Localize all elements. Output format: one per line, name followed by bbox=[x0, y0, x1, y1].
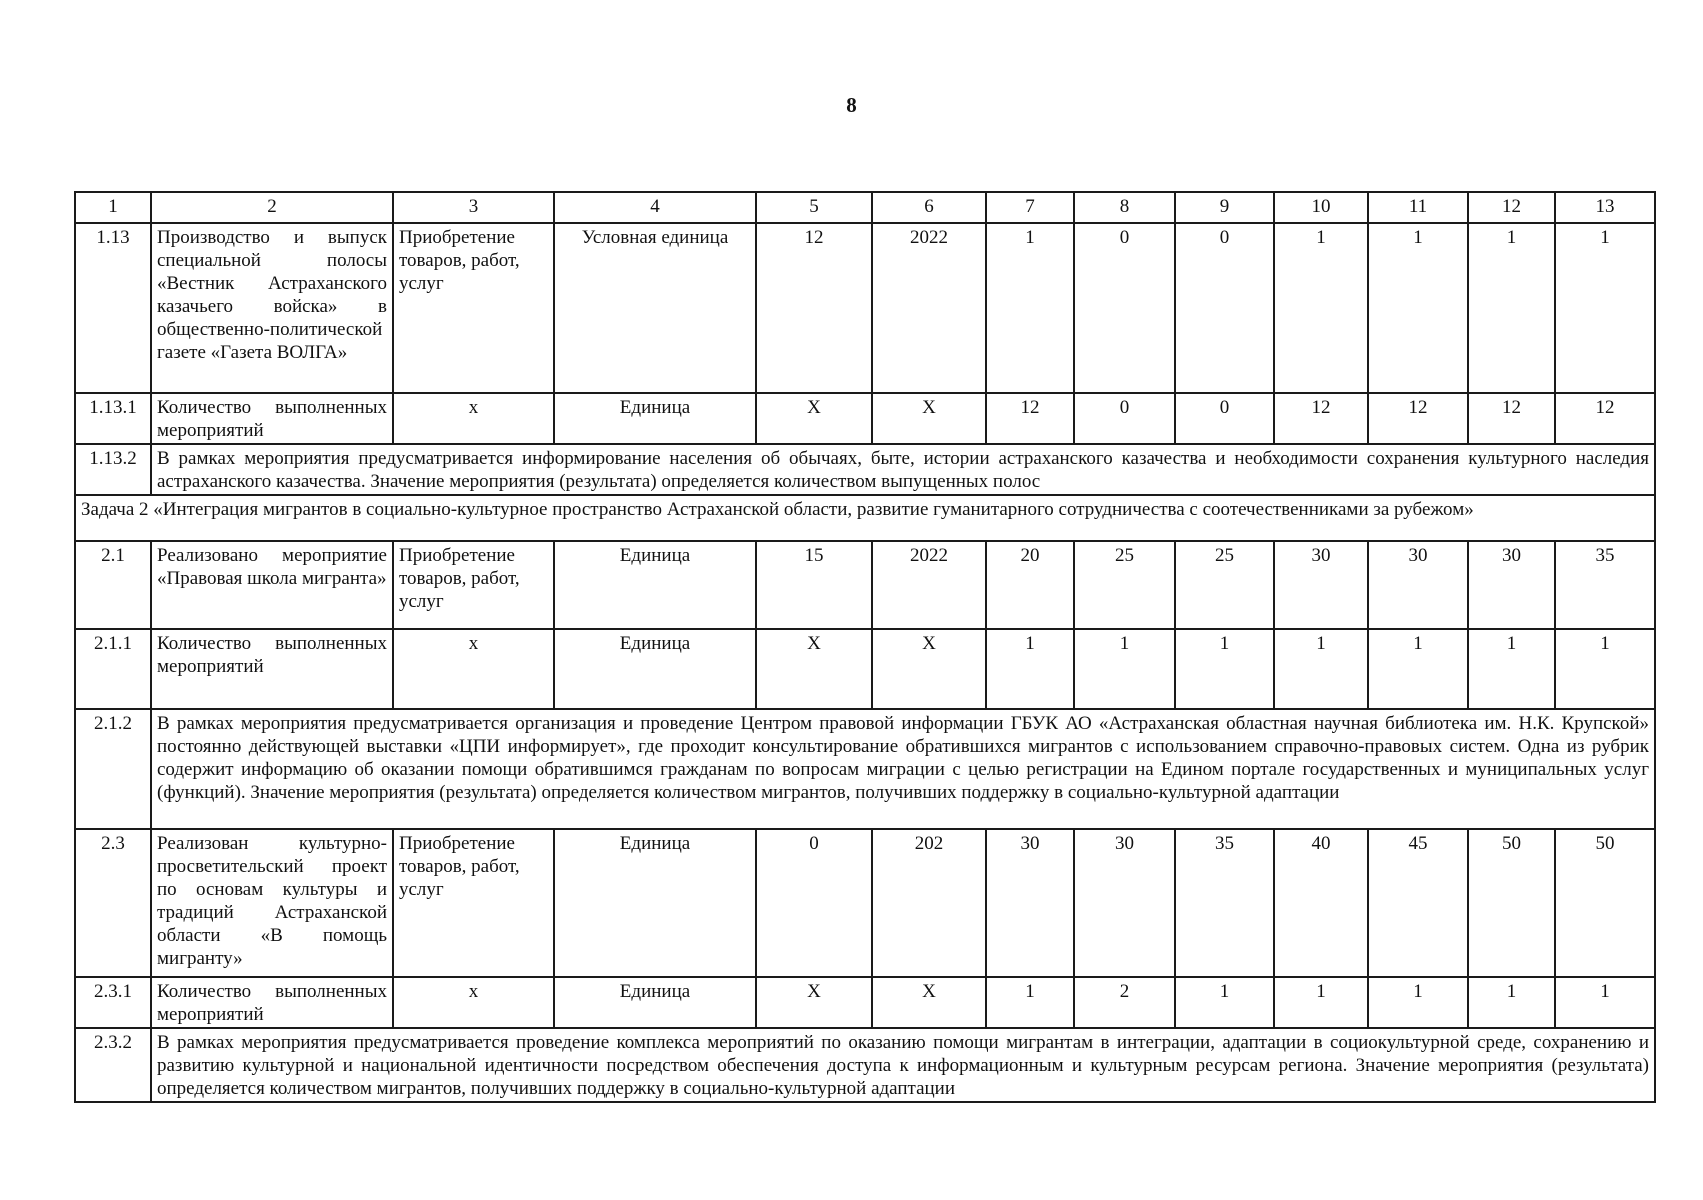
measure-name: Количество выполненных мероприятий bbox=[151, 977, 393, 1028]
measure-name: Производство и выпуск специальной полосы «Вестник Астраханского казачьего войска» в общественно-политической газете «Газета ВОЛГА» bbox=[151, 223, 393, 393]
unit: Единица bbox=[554, 629, 756, 709]
table-row bbox=[75, 223, 1655, 393]
value-cell: 40 bbox=[1274, 829, 1368, 977]
value-cell: 0 bbox=[1175, 393, 1274, 444]
value-cell: 12 bbox=[986, 393, 1074, 444]
header-cell: 2 bbox=[151, 192, 393, 223]
value-cell: 12 bbox=[1468, 393, 1555, 444]
measure-name: Количество выполненных мероприятий bbox=[151, 629, 393, 709]
value-cell: 1 bbox=[1368, 223, 1468, 393]
value-cell: X bbox=[756, 629, 872, 709]
value-cell: 1 bbox=[1555, 629, 1655, 709]
row-number: 2.3.2 bbox=[75, 1028, 151, 1102]
value-cell: 20 bbox=[986, 541, 1074, 629]
value-cell: 30 bbox=[1074, 829, 1175, 977]
value-cell: 50 bbox=[1555, 829, 1655, 977]
measure-type: x bbox=[393, 629, 554, 709]
header-cell: 9 bbox=[1175, 192, 1274, 223]
value-cell: 1 bbox=[986, 223, 1074, 393]
value-cell: 45 bbox=[1368, 829, 1468, 977]
measure-description: В рамках мероприятия предусматривается информирование населения об обычаях, быте, истории астраханского казачества и необходимости сохранения культурного наследия астраханского казачества. Значение мероприятия (результата) определяется количеством выпущенных полос bbox=[151, 444, 1655, 495]
header-cell: 10 bbox=[1274, 192, 1368, 223]
row-number: 2.3 bbox=[75, 829, 151, 977]
header-cell: 3 bbox=[393, 192, 554, 223]
measure-name: Реализовано мероприятие «Правовая школа мигранта» bbox=[151, 541, 393, 629]
row-number: 2.1.1 bbox=[75, 629, 151, 709]
table-row bbox=[75, 541, 1655, 629]
header-cell: 5 bbox=[756, 192, 872, 223]
value-cell: 1 bbox=[986, 629, 1074, 709]
value-cell: 1 bbox=[1074, 629, 1175, 709]
value-cell: 0 bbox=[756, 829, 872, 977]
header-cell: 11 bbox=[1368, 192, 1468, 223]
measure-type: Приобретение товаров, работ, услуг bbox=[393, 223, 554, 393]
header-cell: 7 bbox=[986, 192, 1074, 223]
unit: Условная единица bbox=[554, 223, 756, 393]
value-cell: 0 bbox=[1074, 223, 1175, 393]
unit: Единица bbox=[554, 977, 756, 1028]
value-cell: 2 bbox=[1074, 977, 1175, 1028]
page-number: 8 bbox=[846, 93, 857, 117]
value-cell: X bbox=[756, 977, 872, 1028]
value-cell: 1 bbox=[1175, 629, 1274, 709]
value-cell: 1 bbox=[1468, 223, 1555, 393]
value-cell: 12 bbox=[1368, 393, 1468, 444]
value-cell: 1 bbox=[986, 977, 1074, 1028]
indicators-table bbox=[74, 191, 1656, 1103]
task-row bbox=[75, 495, 1655, 541]
header-cell: 4 bbox=[554, 192, 756, 223]
header-row bbox=[75, 192, 1655, 223]
row-number: 1.13.1 bbox=[75, 393, 151, 444]
table-row bbox=[75, 829, 1655, 977]
header-cell: 8 bbox=[1074, 192, 1175, 223]
table-row bbox=[75, 709, 1655, 829]
value-cell: 35 bbox=[1555, 541, 1655, 629]
value-cell: 1 bbox=[1368, 977, 1468, 1028]
value-cell: 1 bbox=[1368, 629, 1468, 709]
value-cell: X bbox=[872, 977, 986, 1028]
value-cell: 25 bbox=[1074, 541, 1175, 629]
unit: Единица bbox=[554, 829, 756, 977]
value-cell: 1 bbox=[1274, 977, 1368, 1028]
value-cell: 0 bbox=[1074, 393, 1175, 444]
value-cell: 50 bbox=[1468, 829, 1555, 977]
value-cell: 2022 bbox=[872, 541, 986, 629]
value-cell: X bbox=[872, 629, 986, 709]
header-cell: 12 bbox=[1468, 192, 1555, 223]
value-cell: 30 bbox=[1368, 541, 1468, 629]
value-cell: 12 bbox=[756, 223, 872, 393]
value-cell: 35 bbox=[1175, 829, 1274, 977]
header-cell: 6 bbox=[872, 192, 986, 223]
value-cell: 25 bbox=[1175, 541, 1274, 629]
value-cell: 1 bbox=[1274, 223, 1368, 393]
measure-type: x bbox=[393, 977, 554, 1028]
header-cell: 1 bbox=[75, 192, 151, 223]
task-heading: Задача 2 «Интеграция мигрантов в социально-культурное пространство Астраханской области, развитие гуманитарного сотрудничества с соотечественниками за рубежом» bbox=[75, 495, 1655, 541]
value-cell: X bbox=[872, 393, 986, 444]
value-cell: 1 bbox=[1468, 977, 1555, 1028]
table-row bbox=[75, 393, 1655, 444]
unit: Единица bbox=[554, 393, 756, 444]
value-cell: 12 bbox=[1274, 393, 1368, 444]
value-cell: 30 bbox=[1468, 541, 1555, 629]
row-number: 1.13 bbox=[75, 223, 151, 393]
value-cell: 1 bbox=[1468, 629, 1555, 709]
measure-type: Приобретение товаров, работ, услуг bbox=[393, 829, 554, 977]
value-cell: 1 bbox=[1274, 629, 1368, 709]
value-cell: 1 bbox=[1555, 223, 1655, 393]
value-cell: 30 bbox=[986, 829, 1074, 977]
table-row bbox=[75, 629, 1655, 709]
measure-description: В рамках мероприятия предусматривается проведение комплекса мероприятий по оказанию помощи мигрантам в интеграции, адаптации в социокультурной среде, сохранению и развитию культурной и национальной идентичности посредством обеспечения доступа к информационным и культурным ресурсам региона. Значение мероприятия (результата) определяется количеством мигрантов, получивших поддержку в социально-культурной адаптации bbox=[151, 1028, 1655, 1102]
table-row bbox=[75, 977, 1655, 1028]
value-cell: 15 bbox=[756, 541, 872, 629]
unit: Единица bbox=[554, 541, 756, 629]
value-cell: 0 bbox=[1175, 223, 1274, 393]
measure-description: В рамках мероприятия предусматривается организация и проведение Центром правовой информации ГБУК АО «Астраханская областная научная библиотека им. Н.К. Крупской» постоянно действующей выставки «ЦПИ информирует», где проходит консультирование обратившихся мигрантов с использованием справочно-правовых систем. Одна из рубрик содержит информацию об оказании помощи обратившимся гражданам по вопросам миграции с целью регистрации на Едином портале государственных и муниципальных услуг (функций). Значение мероприятия (результата) определяется количеством мигрантов, получивших поддержку в социально-культурной адаптации bbox=[151, 709, 1655, 829]
row-number: 2.1.2 bbox=[75, 709, 151, 829]
table-row bbox=[75, 444, 1655, 495]
row-number: 1.13.2 bbox=[75, 444, 151, 495]
row-number: 2.1 bbox=[75, 541, 151, 629]
value-cell: X bbox=[756, 393, 872, 444]
measure-name: Реализован культурно-просветительский проект по основам культуры и традиций Астраханской области «В помощь мигранту» bbox=[151, 829, 393, 977]
measure-type: x bbox=[393, 393, 554, 444]
value-cell: 1 bbox=[1555, 977, 1655, 1028]
table-row bbox=[75, 1028, 1655, 1102]
value-cell: 202 bbox=[872, 829, 986, 977]
value-cell: 1 bbox=[1175, 977, 1274, 1028]
header-cell: 13 bbox=[1555, 192, 1655, 223]
measure-type: Приобретение товаров, работ, услуг bbox=[393, 541, 554, 629]
value-cell: 30 bbox=[1274, 541, 1368, 629]
row-number: 2.3.1 bbox=[75, 977, 151, 1028]
measure-name: Количество выполненных мероприятий bbox=[151, 393, 393, 444]
value-cell: 12 bbox=[1555, 393, 1655, 444]
value-cell: 2022 bbox=[872, 223, 986, 393]
